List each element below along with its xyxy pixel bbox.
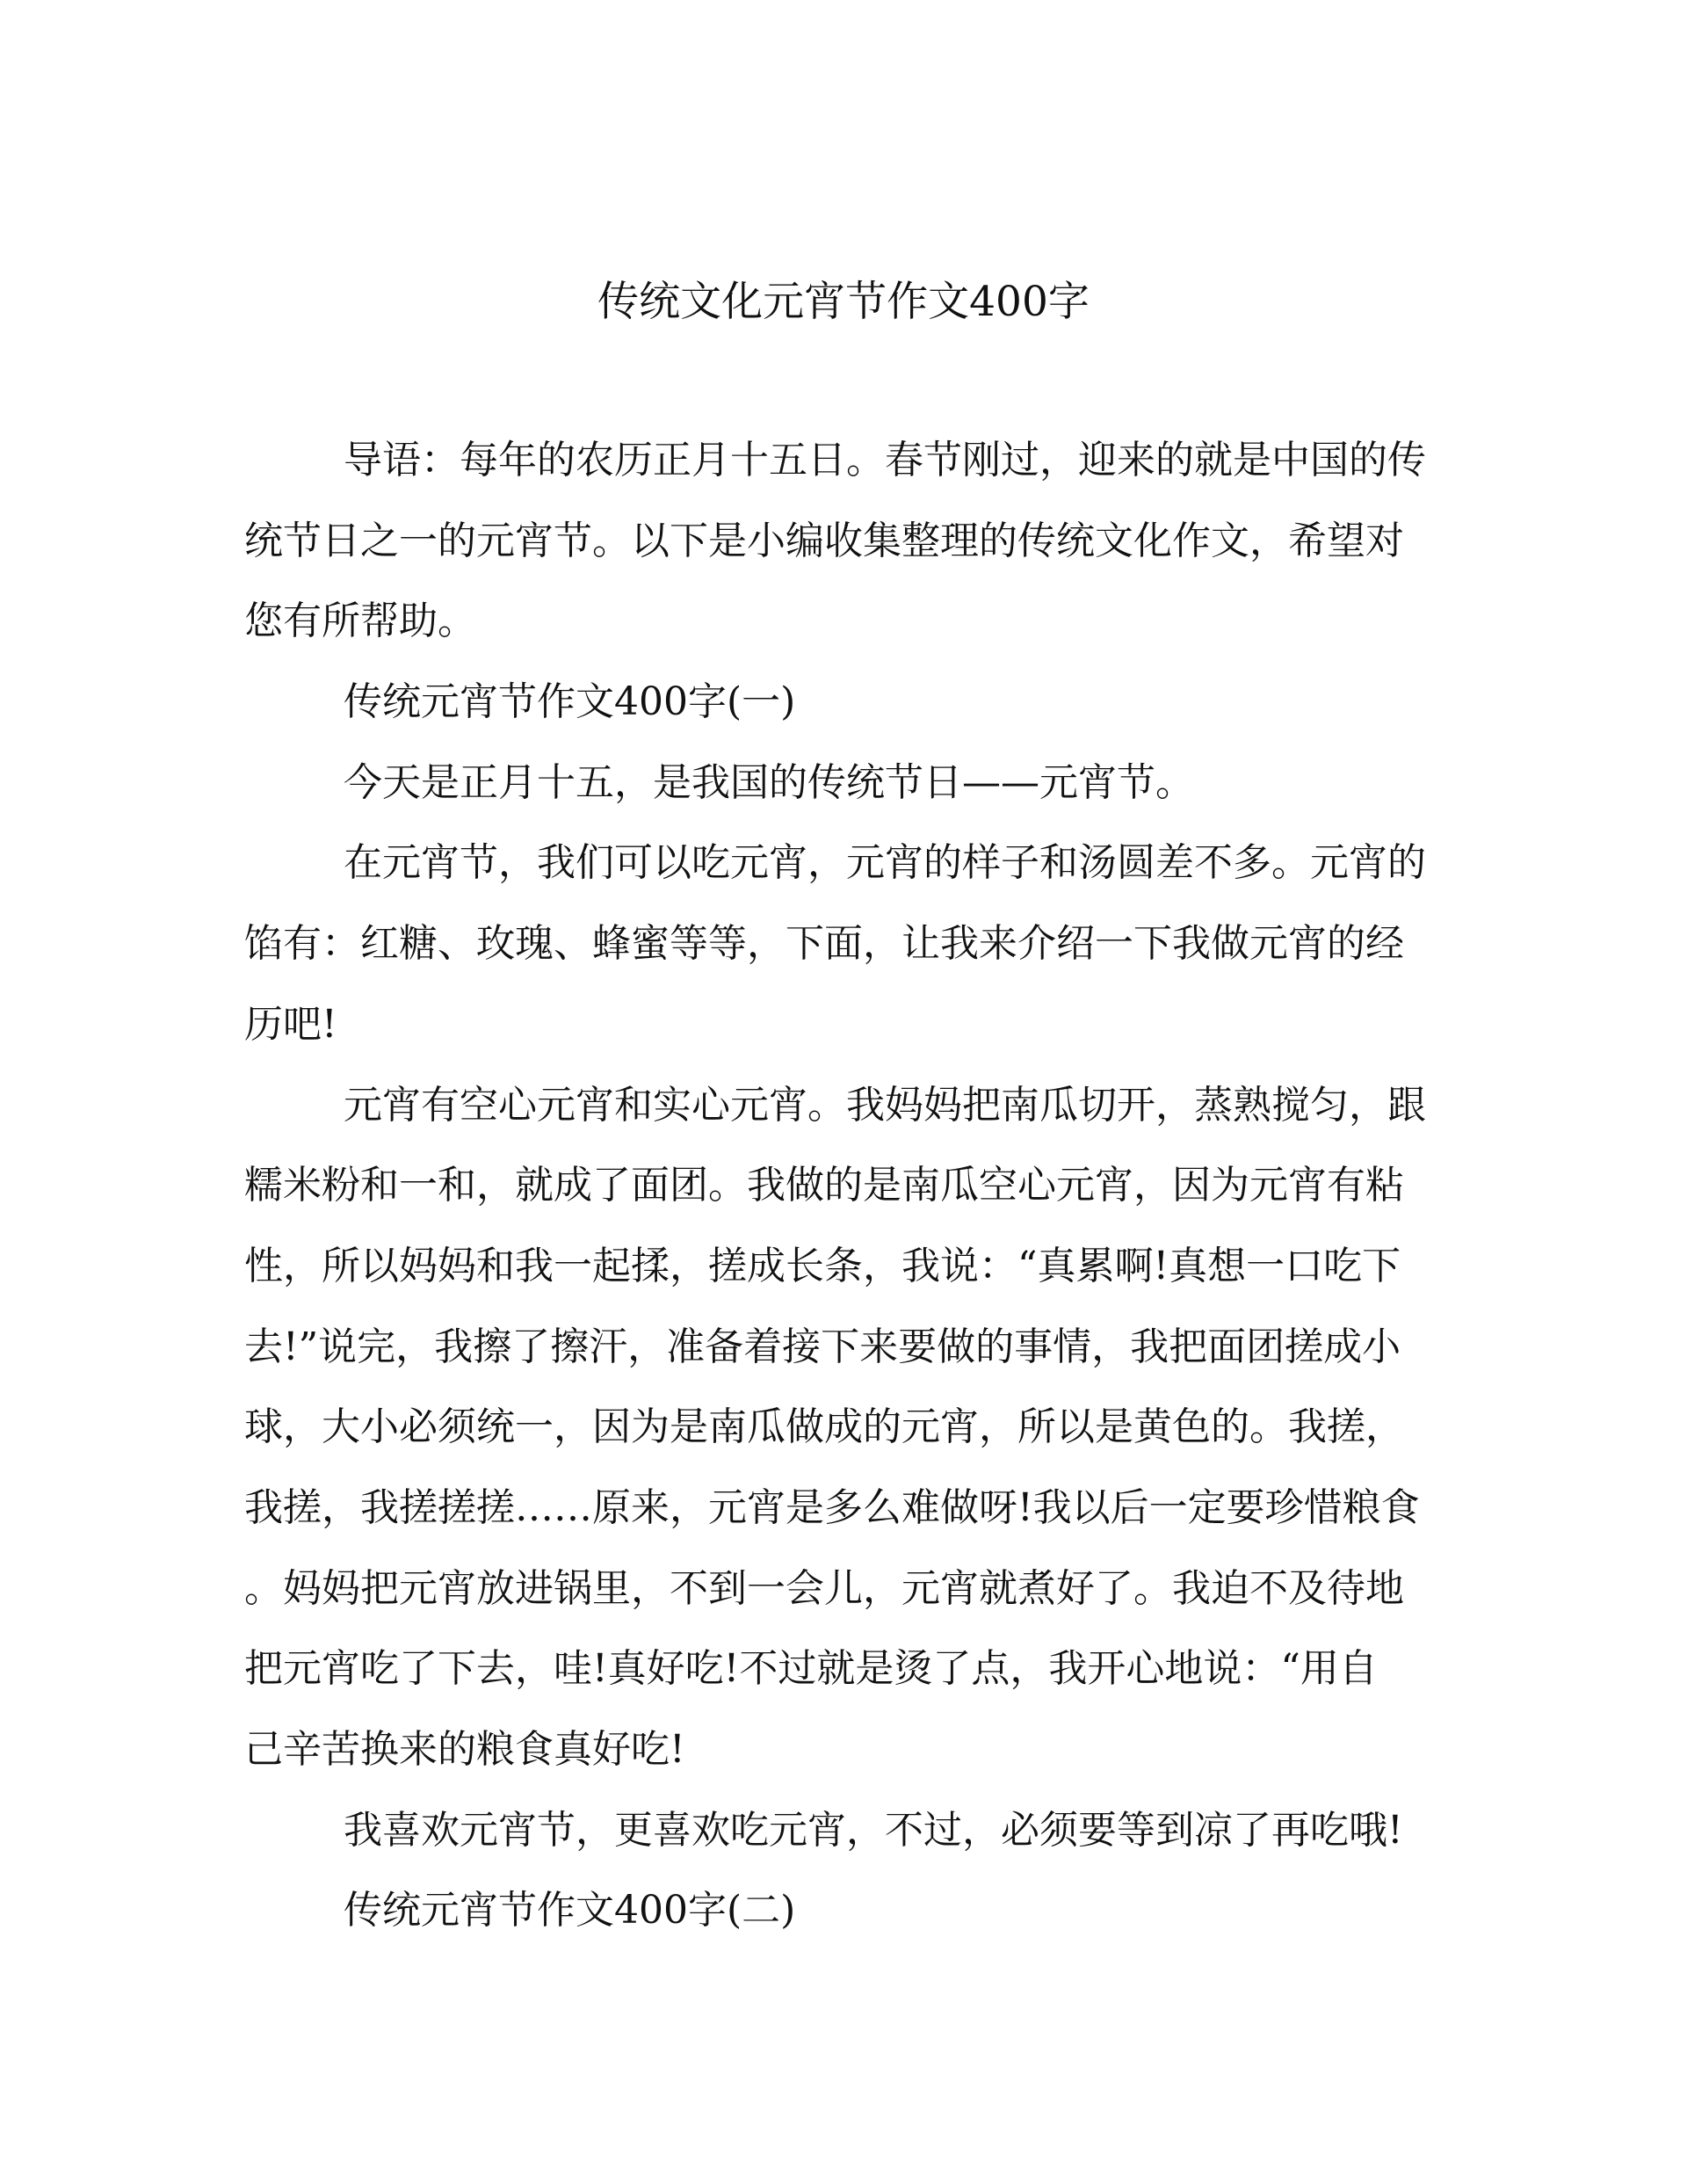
paragraph-line: 把元宵吃了下去，哇!真好吃!不过就是烫了点，我开心地说：“用自 bbox=[244, 1646, 1378, 1692]
paragraph-line: 传统元宵节作文400字(二) bbox=[344, 1888, 796, 1934]
paragraph-line: 去!”说完，我擦了擦汗，准备着接下来要做的事情，我把面团搓成小 bbox=[244, 1324, 1401, 1369]
paragraph-line: 我喜欢元宵节，更喜欢吃元宵，不过，必须要等到凉了再吃哦! bbox=[344, 1807, 1403, 1853]
paragraph-line: 性，所以妈妈和我一起揉，搓成长条，我说：“真累啊!真想一口吃下 bbox=[244, 1243, 1401, 1288]
paragraph-line: 导语：每年的农历正月十五日。春节刚过，迎来的就是中国的传 bbox=[344, 438, 1426, 483]
paragraph-line: 糯米粉和一和，就成了面团。我做的是南瓜空心元宵，因为元宵有粘 bbox=[244, 1163, 1404, 1208]
paragraph-line: 。妈妈把元宵放进锅里，不到一会儿，元宵就煮好了。我迫不及待地 bbox=[244, 1565, 1404, 1611]
paragraph-line: 我搓，我搓搓搓……原来，元宵是多么难做呀!我以后一定要珍惜粮食 bbox=[244, 1484, 1420, 1530]
paragraph-line: 传统元宵节作文400字(一) bbox=[344, 679, 796, 725]
paragraph-line: 馅有：红糖、玫瑰、蜂蜜等等，下面，让我来介绍一下我做元宵的经 bbox=[244, 921, 1404, 967]
paragraph-line: 元宵有空心元宵和实心元宵。我妈妈把南瓜切开，蒸熟搅匀，跟 bbox=[344, 1082, 1426, 1128]
paragraph-line: 球，大小必须统一，因为是南瓜做成的元宵，所以是黄色的。我搓， bbox=[244, 1404, 1404, 1450]
paragraph-line: 统节日之一的元宵节。以下是小编收集整理的传统文化作文，希望对 bbox=[244, 518, 1404, 563]
paragraph-line: 历吧! bbox=[244, 1001, 337, 1047]
paragraph-line: 在元宵节，我们可以吃元宵，元宵的样子和汤圆差不多。元宵的 bbox=[344, 840, 1426, 886]
document-title: 传统文化元宵节作文400字 bbox=[597, 278, 1090, 326]
paragraph-line: 今天是正月十五，是我国的传统节日——元宵节。 bbox=[344, 759, 1194, 805]
paragraph-line: 您有所帮助。 bbox=[244, 599, 476, 644]
paragraph-line: 己辛苦换来的粮食真好吃! bbox=[244, 1727, 685, 1772]
document-body bbox=[244, 420, 1426, 1951]
